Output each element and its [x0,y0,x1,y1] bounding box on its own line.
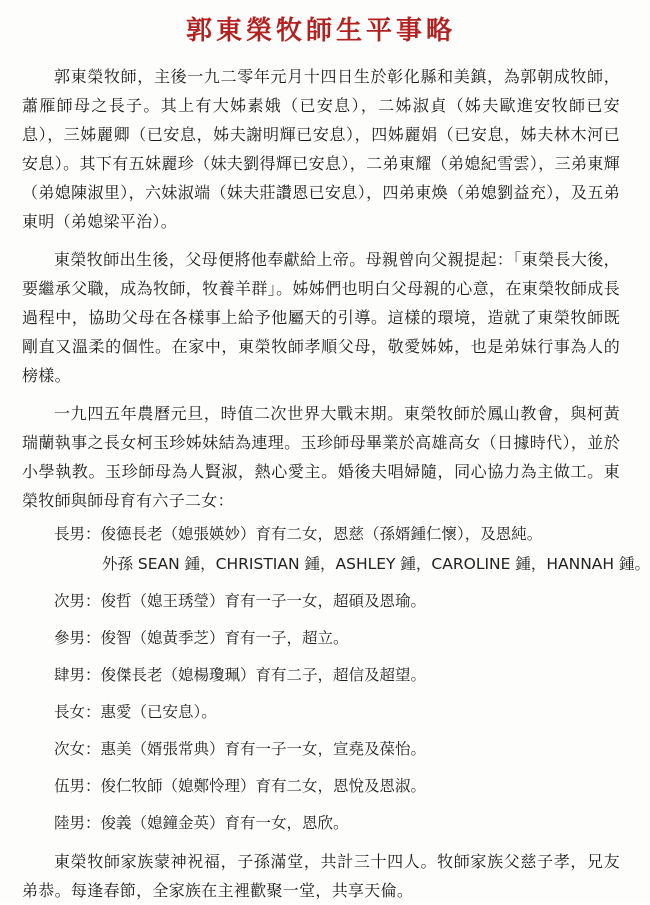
child-entry-fifth-son [22,773,620,799]
paragraph-marriage: 一九四五年農曆元旦，時值二次世界大戰末期。東榮牧師於鳳山教會，與柯黃瑞蘭執事之長女柯玉珍姊妹結為連理。玉珍師母畢業於高雄高女（日據時代），並於小學執教。玉珍師母為人賢淑，熱心愛主。婚後夫唱婦隨，同心協力為主做工。東榮牧師與師母育有六子二女： [22,404,620,510]
child-text: 陸男：俊義（媳鐘金英）育有一女，恩欣。 [54,814,349,832]
child-text: 長男：俊德長老（媳張媖妙）育有二女，恩慈（孫婿鍾仁懷），及恩純。 [54,525,543,543]
child-entry-fourth-son [22,662,620,688]
child-text: 參男：俊智（媳黃季芝）育有一子，超立。 [54,629,349,647]
children-list [22,521,650,836]
child-entry-eldest-daughter [22,699,620,725]
child-text: 次男：俊哲（媳王琇瑩）育有一子一女，超碩及恩瑜。 [54,592,427,610]
paragraph-family-background: 郭東榮牧師，主後一九二零年元月十四日生於彰化縣和美鎮，為郭朝成牧師，蕭雁師母之長子。其上有大姊素娥（已安息），二姊淑貞（姊夫歐進安牧師已安息），三姊麗卿（已安息，姊夫謝明輝已安息），四姊麗娟（已安息，姊夫林木河已安息）。其下有五妹麗珍（妹夫劉得輝已安息），二弟東耀（弟媳紀雪雲），三弟東輝（弟媳陳淑里），六妹淑端（妹夫莊讚恩已安息），四弟東煥（弟媳劉益充），及五弟東明（弟媳梁平治）。 [22,67,620,231]
child-text: 肆男：俊傑長老（媳楊瓊珮）育有二子，超信及超望。 [54,666,427,684]
paragraph-family-blessing: 東榮牧師家族蒙神祝福，子孫滿堂，共計三十四人。牧師家族父慈子孝，兄友弟恭。每逢春節，全家族在主裡歡聚一堂，共享天倫。 [22,852,620,900]
child-text: 次女：惠美（婿張常典）育有一子一女，宣堯及葆怡。 [54,740,427,758]
child-text: 長女：惠愛（已安息）。 [54,703,217,721]
child-entry-third-son [22,625,620,651]
paragraph-upbringing: 東榮牧師出生後，父母便將他奉獻給上帝。母親曾向父親提起：「東榮長大後，要繼承父職，成為牧師，牧養羊群」。姊姊們也明白父母親的心意，在東榮牧師成長過程中，協助父母在各樣事上給予他屬天的引導。這樣的環境，造就了東榮牧師既剛直又溫柔的個性。在家中，東榮牧師孝順父母，敬愛姊姊，也是弟妹行事為人的榜樣。 [22,250,620,385]
child-entry-sixth-son [22,810,620,836]
child-text: 伍男：俊仁牧師（媳鄭怜理）育有二女，恩悅及恩淑。 [54,777,427,795]
document-title: 郭東榮牧師生平事略 [185,16,456,46]
child-entry-eldest-son [22,521,650,577]
grandchildren-text: 外孫 SEAN 鍾，CHRISTIAN 鍾，ASHLEY 鍾，CAROLINE 鍾，HANNAH 鍾。 [102,555,650,573]
child-entry-second-son [22,588,620,614]
child-entry-second-daughter [22,736,620,762]
